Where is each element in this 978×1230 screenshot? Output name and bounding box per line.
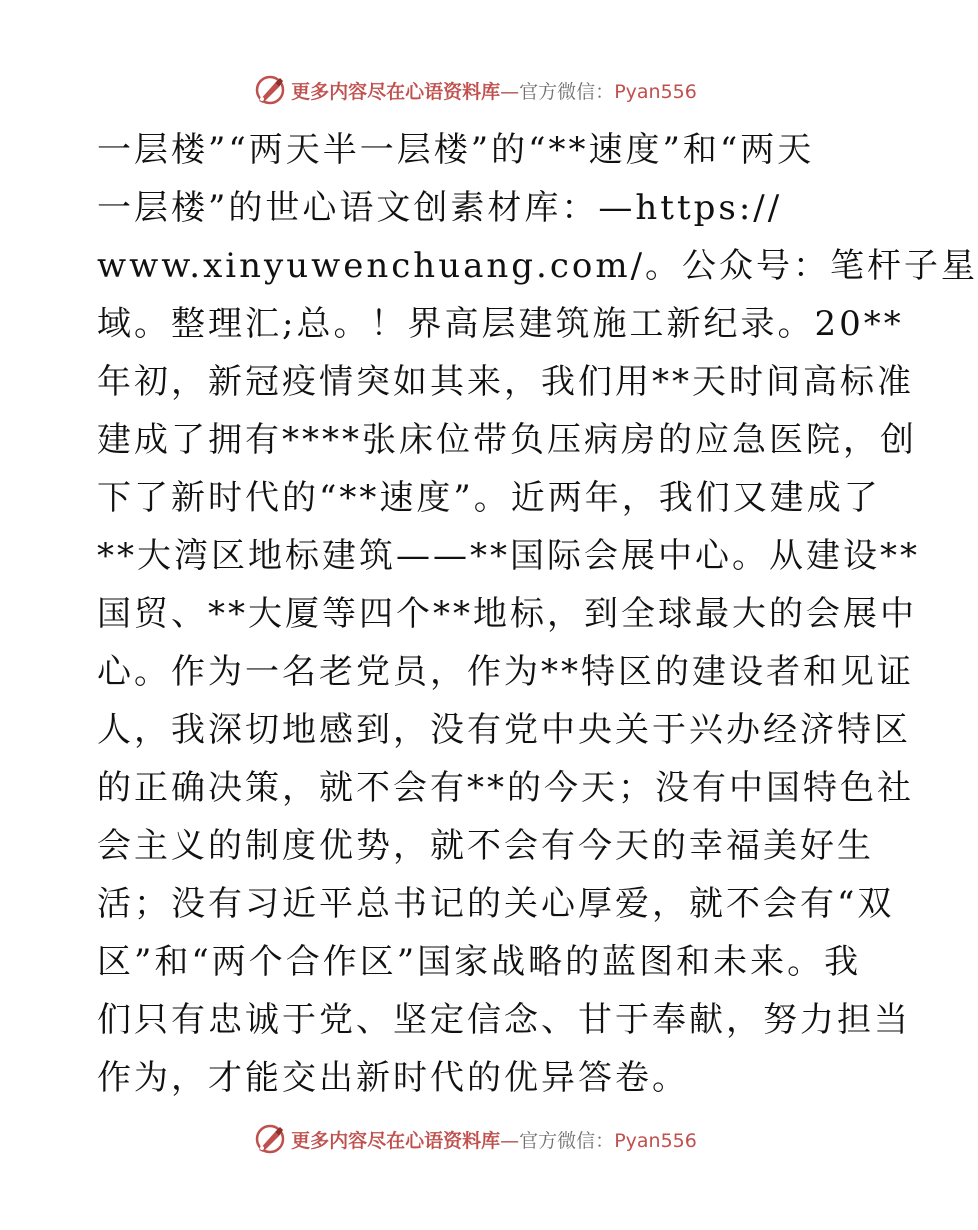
text-line: www.xinyuwenchuang.com/。公众号：笔杆子星 [97, 246, 978, 286]
document-body [97, 121, 978, 1107]
text-line: 心。作为一名老党员，作为**特区的建设者和见证 [97, 652, 914, 692]
text-line: 国贸、**大厦等四个**地标，到全球最大的会展中 [97, 594, 917, 634]
text-line: 区”和“两个合作区”国家战略的蓝图和未来。我 [97, 942, 862, 982]
footer-banner-text: 更多内容尽在心语资料库—官方微信：Pyan556 [291, 1129, 697, 1152]
pen-logo-icon [253, 1122, 287, 1156]
text-line: **大湾区地标建筑——**国际会展中心。从建设** [97, 536, 920, 576]
text-line: 域。整理汇;总。！界高层建筑施工新纪录。20** [97, 304, 904, 344]
text-line: 活；没有习近平总书记的关心厚爱，就不会有“双 [97, 884, 895, 924]
text-line: 们只有忠诚于党、坚定信念、甘于奉献，努力担当 [97, 1000, 911, 1040]
text-line: 年初，新冠疫情突如其来，我们用**天时间高标准 [97, 362, 914, 402]
text-line: 建成了拥有****张床位带负压病房的应急医院，创 [97, 420, 917, 460]
header-banner-text: 更多内容尽在心语资料库—官方微信：Pyan556 [291, 80, 697, 103]
footer-banner [0, 1121, 950, 1157]
text-line: 一层楼”“两天半一层楼”的“**速度”和“两天 [97, 130, 815, 170]
text-line: 人，我深切地感到，没有党中央关于兴办经济特区 [97, 710, 911, 750]
text-line: 一层楼”的世心语文创素材库：—https:// [97, 188, 783, 228]
text-line: 的正确决策，就不会有**的今天；没有中国特色社 [97, 768, 914, 808]
text-line: 会主义的制度优势，就不会有今天的幸福美好生 [97, 826, 874, 866]
header-banner [0, 72, 950, 108]
text-line: 作为，才能交出新时代的优异答卷。 [97, 1058, 689, 1098]
text-line: 下了新时代的“**速度”。近两年，我们又建成了 [97, 478, 881, 518]
pen-logo-icon [253, 73, 287, 107]
